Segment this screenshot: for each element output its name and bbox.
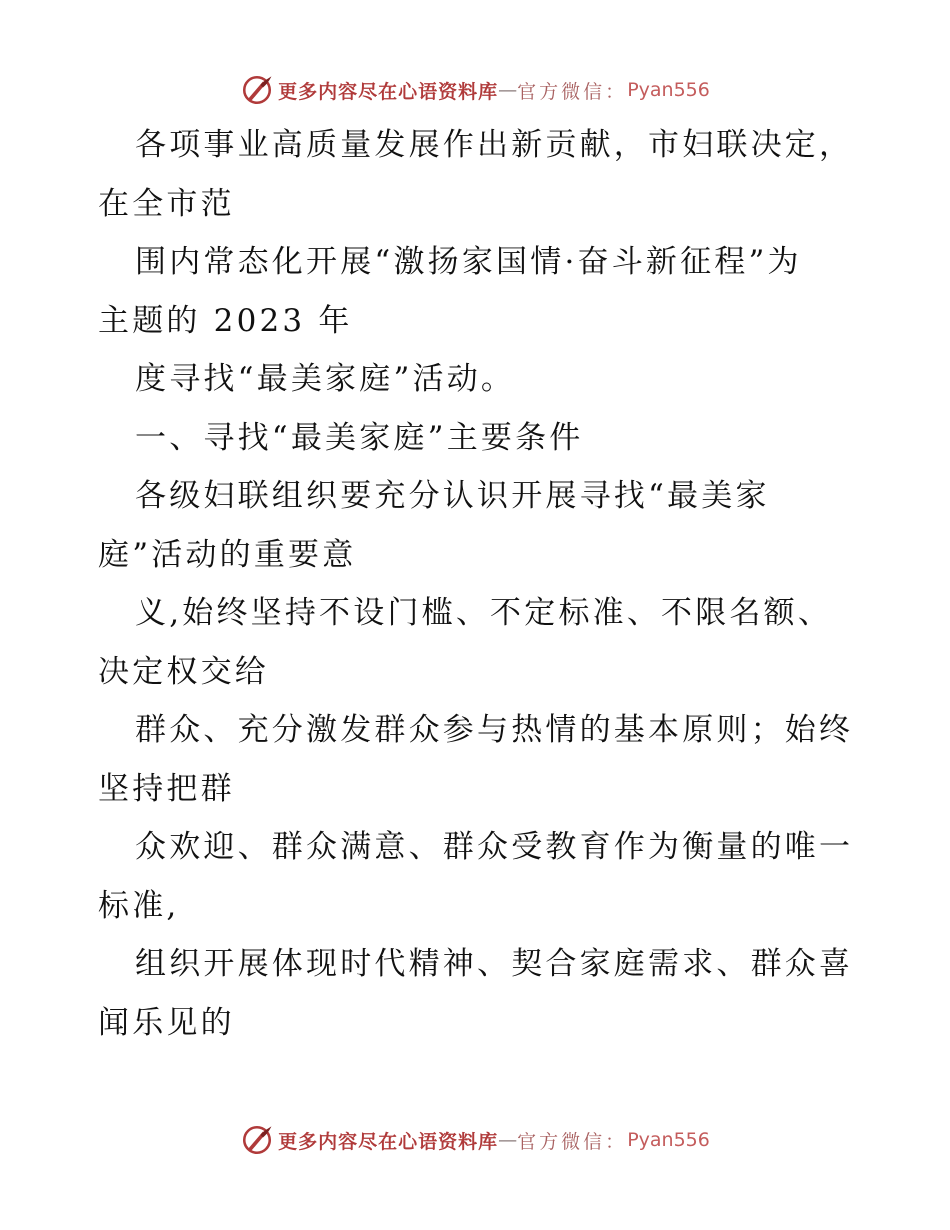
section-heading: 一、寻找“最美家庭”主要条件 bbox=[135, 419, 584, 456]
document-body bbox=[98, 116, 858, 1052]
text-line: 度寻找“最美家庭”活动。 bbox=[135, 361, 516, 397]
text-line: 闻乐见的 bbox=[98, 1004, 235, 1041]
text-line: 义,始终坚持不设门槛、不定标准、不限名额、 bbox=[135, 595, 833, 631]
text-line: 各级妇联组织要充分认识开展寻找“最美家 bbox=[135, 478, 770, 514]
text-line: 庭”活动的重要意 bbox=[98, 536, 357, 573]
text-line: 组织开展体现时代精神、契合家庭需求、群众喜 bbox=[135, 946, 854, 982]
text-line: 众欢迎、群众满意、群众受教育作为衡量的唯一 bbox=[135, 829, 854, 865]
text-line: 坚持把群 bbox=[98, 770, 235, 807]
watermark-brand: 更多内容尽在心语资料库 bbox=[278, 80, 499, 103]
text-line: 在全市范 bbox=[98, 185, 235, 222]
watermark-wechat-id: Pyan556 bbox=[627, 1129, 710, 1151]
quill-pen-circle-icon bbox=[240, 1123, 274, 1157]
text-line: 围内常态化开展“激扬家国情·奋斗新征程”为 bbox=[135, 244, 802, 280]
text-line: 标准, bbox=[98, 887, 180, 924]
footer-watermark bbox=[0, 1120, 950, 1160]
quill-pen-circle-icon bbox=[240, 73, 274, 107]
watermark-separator: — bbox=[498, 1129, 518, 1151]
text-line: 群众、充分激发群众参与热情的基本原则；始终 bbox=[135, 712, 854, 748]
watermark-wechat-label: 官方微信： bbox=[517, 80, 628, 103]
text-line: 各项事业高质量发展作出新贡献，市妇联决定， bbox=[135, 127, 854, 163]
text-line: 决定权交给 bbox=[98, 653, 269, 690]
watermark-wechat-label: 官方微信： bbox=[517, 1130, 628, 1153]
watermark-separator: — bbox=[498, 79, 518, 101]
header-watermark bbox=[0, 70, 950, 110]
text-line: 主题的 2023 年 bbox=[98, 302, 353, 339]
watermark-wechat-id: Pyan556 bbox=[627, 79, 710, 101]
watermark-brand: 更多内容尽在心语资料库 bbox=[278, 1130, 499, 1153]
